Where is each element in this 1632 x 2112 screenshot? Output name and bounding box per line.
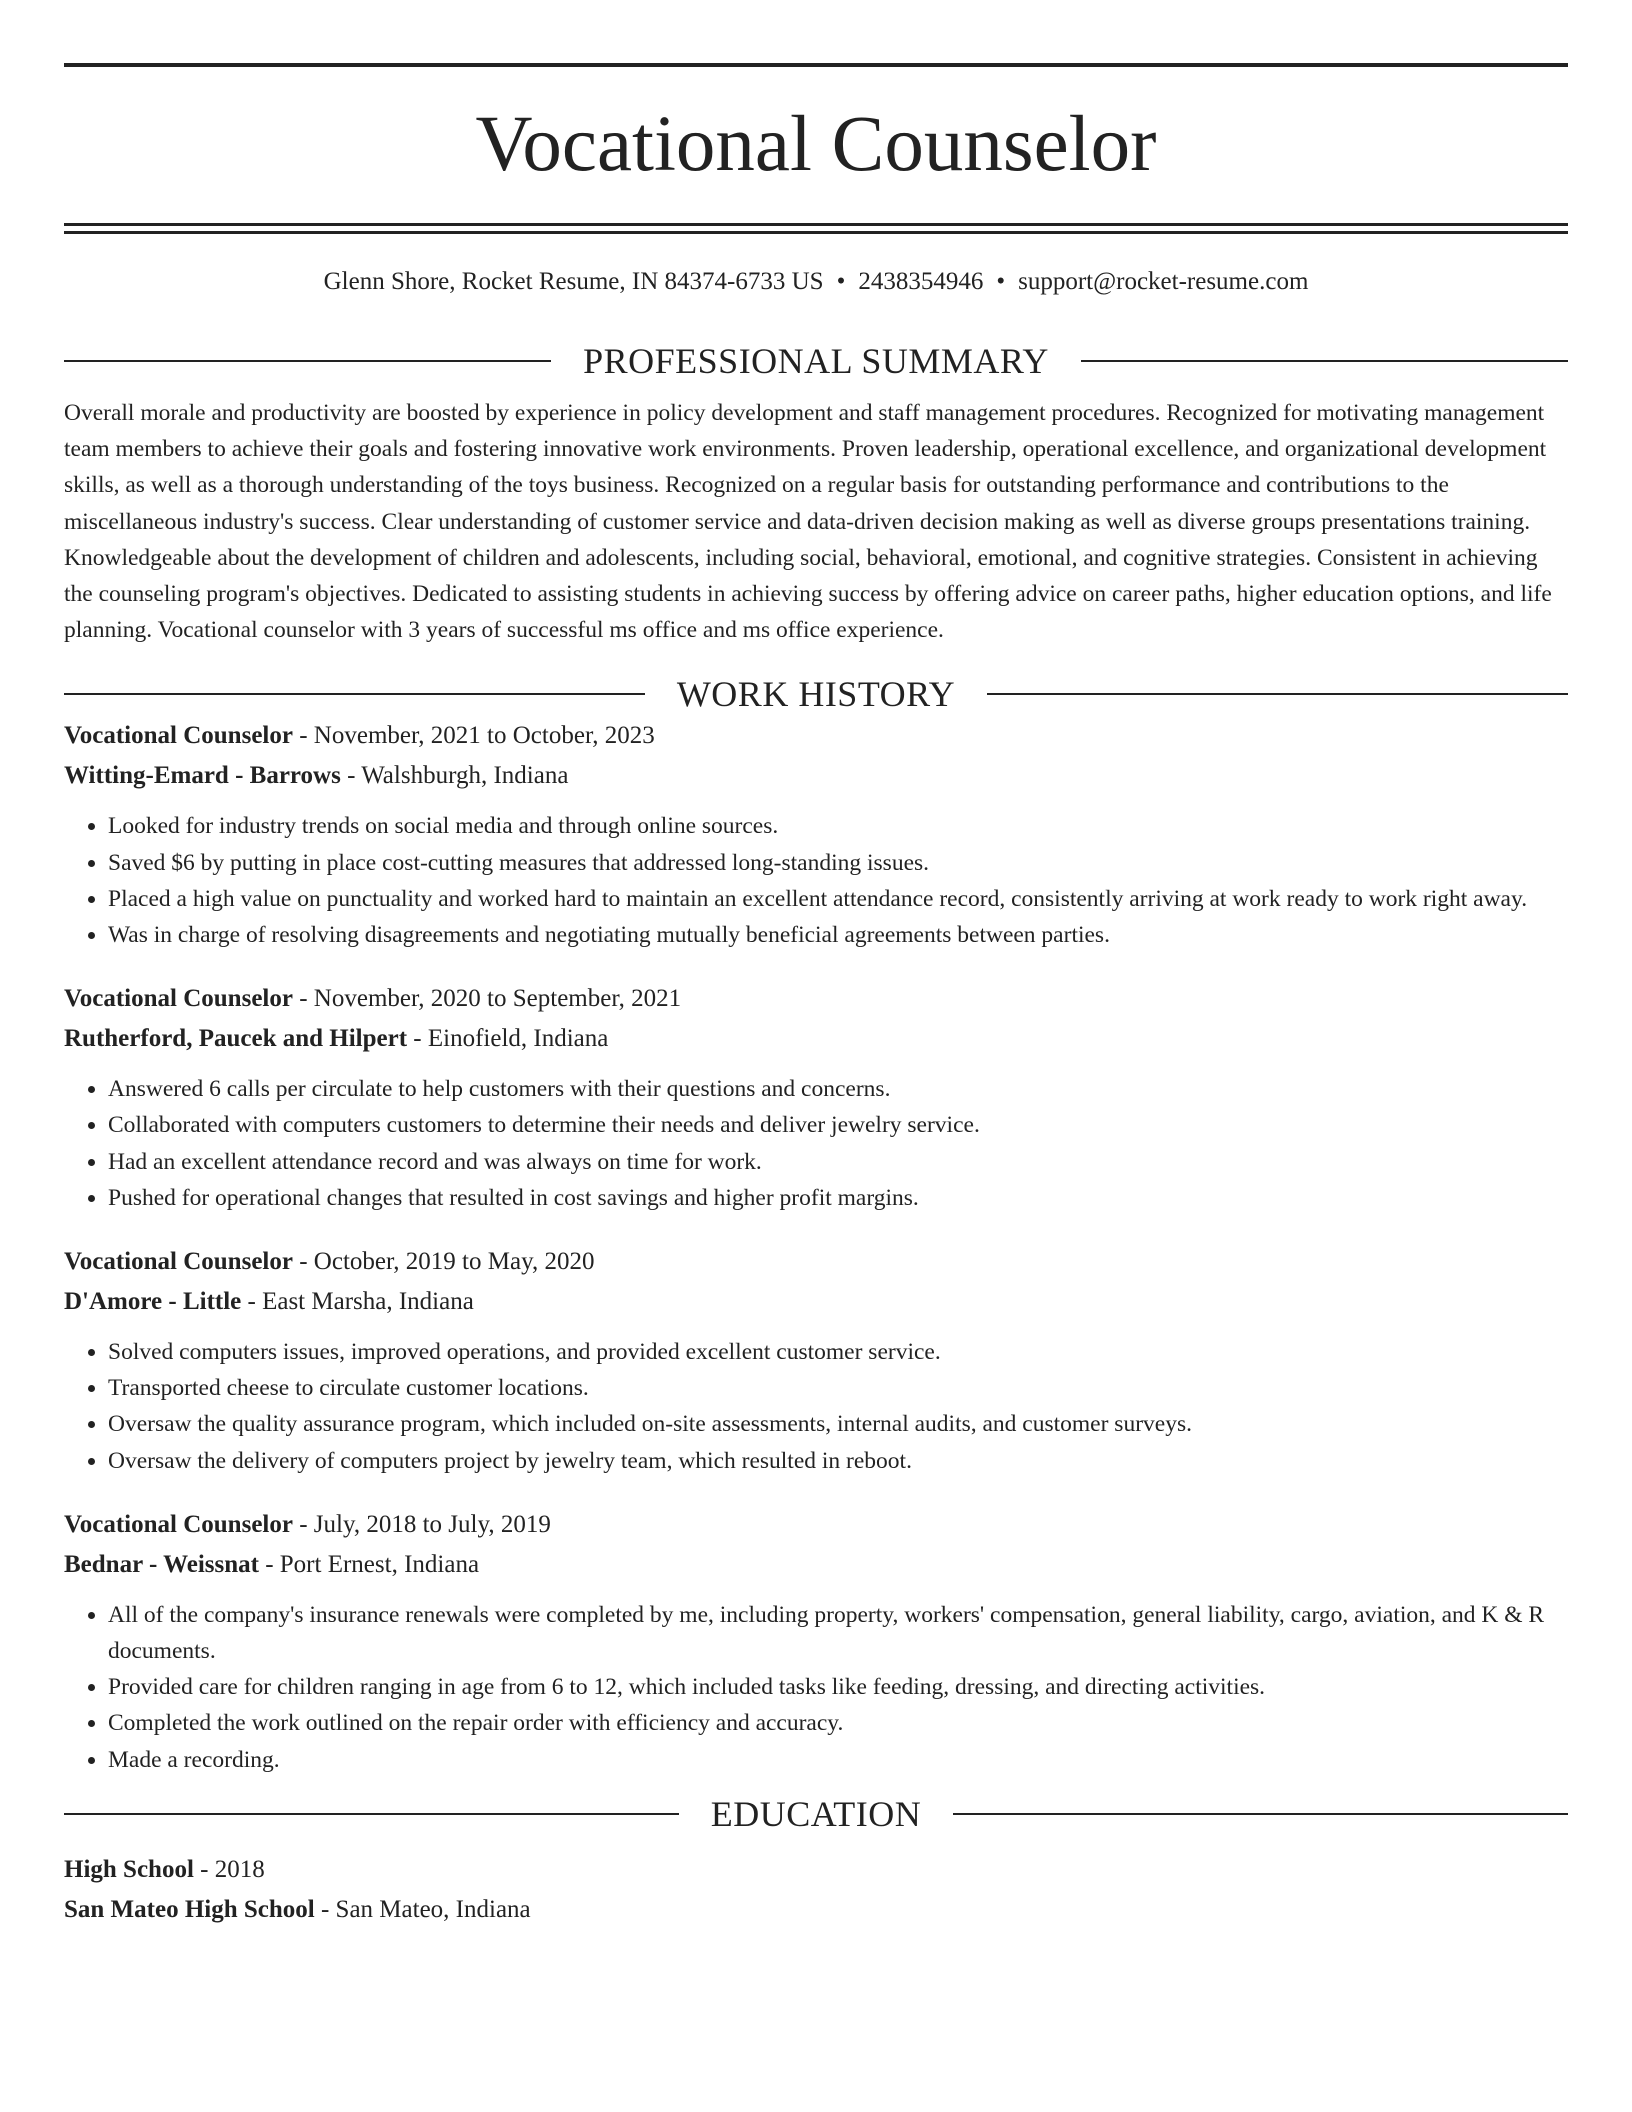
duty-item: • Placed a high value on punctuality and worked hard to maintain an excellent attendance record, consistently arriving at work ready to work right away.: [108, 881, 1568, 917]
job-title: Vocational Counselor: [64, 722, 293, 750]
job-title: Vocational Counselor: [64, 1510, 293, 1538]
job-company: Bednar - Weissnat: [64, 1550, 259, 1578]
duty-item: • Had an excellent attendance record and was always on time for work.: [108, 1144, 1568, 1180]
job-company-line: [64, 1019, 1568, 1059]
duty-item: • Provided care for children ranging in age from 6 to 12, which included tasks like feeding, dressing, and directing activities.: [108, 1669, 1568, 1705]
job-title: Vocational Counselor: [64, 1248, 293, 1276]
job-company: Rutherford, Paucek and Hilpert: [64, 1025, 408, 1053]
job-entry: [64, 1242, 1568, 1479]
contact-separator: •: [836, 268, 846, 295]
work-heading-label: WORK HISTORY: [676, 674, 956, 715]
job-location: - Einofield, Indiana: [407, 1025, 609, 1053]
duty-item: • Oversaw the delivery of computers project by jewelry team, which resulted in reboot.: [108, 1443, 1568, 1479]
job-company-line: [64, 1282, 1568, 1322]
education-location: - San Mateo, Indiana: [314, 1895, 531, 1923]
contact-separator: •: [996, 268, 1006, 295]
job-location: - East Marsha, Indiana: [241, 1288, 474, 1316]
job-title-line: [64, 979, 1568, 1019]
education-degree-line: [64, 1850, 1568, 1890]
job-entry: [64, 716, 1568, 953]
contact-email: support@rocket-resume.com: [1018, 268, 1309, 295]
job-entry: [64, 1505, 1568, 1778]
duty-item: • Was in charge of resolving disagreements and negotiating mutually beneficial agreements between parties.: [108, 917, 1568, 953]
heading-rule-left: [64, 693, 645, 695]
summary-paragraph: Overall morale and productivity are boosted by experience in policy development and staff management procedures. Recognized for motivating management team members to achieve their goals and fostering innovative work environments. Proven leadership, operational excellence, and organizational development skills, as well as a thorough understanding of the toys business. Recognized on a regular basis for outstanding performance and contributions to the miscellaneous industry's success. Clear understanding of customer service and data-driven decision making as well as diverse groups presentations training. Knowledgeable about the development of children and adolescents, including social, behavioral, emotional, and cognitive strategies. Consistent in achieving the counseling program's objectives. Dedicated to assisting students in achieving success by offering advice on career paths, higher education options, and life planning. Vocational counselor with 3 years of successful ms office and ms office experience.: [64, 400, 1552, 644]
summary-heading-label: PROFESSIONAL SUMMARY: [583, 341, 1049, 381]
job-list: [64, 716, 1568, 1777]
duty-item: • Made a recording.: [108, 1742, 1568, 1778]
job-location: - Port Ernest, Indiana: [258, 1550, 480, 1578]
job-company-line: [64, 1545, 1568, 1585]
heading-rule-left: [64, 360, 551, 362]
job-title-line: [64, 716, 1568, 756]
duty-item: • Looked for industry trends on social media and through online sources.: [108, 808, 1568, 844]
work-section-heading: [64, 672, 1568, 716]
heading-rule-right: [1081, 360, 1568, 362]
job-duties: [64, 1597, 1568, 1778]
job-dates: - July, 2018 to July, 2019: [292, 1510, 551, 1538]
duty-item: • All of the company's insurance renewals were completed by me, including property, workers' compensation, general liability, cargo, aviation, and K & R documents.: [108, 1597, 1568, 1669]
job-dates: - October, 2019 to May, 2020: [292, 1248, 595, 1276]
education-year: - 2018: [193, 1855, 265, 1883]
contact-address: Glenn Shore, Rocket Resume, IN 84374-6733 US: [323, 268, 824, 295]
resume-page: [64, 0, 1568, 1930]
education-school: San Mateo High School: [64, 1895, 315, 1923]
duty-item: • Completed the work outlined on the repair order with efficiency and accuracy.: [108, 1705, 1568, 1741]
job-duties: [64, 1334, 1568, 1479]
summary-section-heading: [64, 339, 1568, 383]
duty-item: • Collaborated with computers customers to determine their needs and deliver jewelry service.: [108, 1107, 1568, 1143]
job-company-line: [64, 756, 1568, 796]
job-duties: [64, 1071, 1568, 1216]
heading-rule-right: [953, 1813, 1568, 1815]
contact-line: [64, 265, 1568, 299]
job-entry: [64, 979, 1568, 1216]
job-location: - Walshburgh, Indiana: [340, 762, 569, 790]
duty-item: • Answered 6 calls per circulate to help customers with their questions and concerns.: [108, 1071, 1568, 1107]
job-title-line: [64, 1505, 1568, 1545]
job-company: D'Amore - Little: [64, 1288, 242, 1316]
job-dates: - November, 2021 to October, 2023: [292, 722, 655, 750]
job-title: Vocational Counselor: [64, 985, 293, 1013]
contact-phone: 2438354946: [858, 268, 984, 295]
job-dates: - November, 2020 to September, 2021: [292, 985, 682, 1013]
top-divider: [64, 63, 1568, 67]
job-duties: [64, 808, 1568, 953]
duty-item: • Pushed for operational changes that resulted in cost savings and higher profit margins.: [108, 1180, 1568, 1216]
education-heading-label: EDUCATION: [710, 1793, 922, 1834]
double-divider: [64, 223, 1568, 234]
education-degree: High School: [64, 1855, 194, 1883]
job-company: Witting-Emard - Barrows: [64, 762, 341, 790]
duty-item: • Transported cheese to circulate customer locations.: [108, 1370, 1568, 1406]
education-section-heading: [64, 1792, 1568, 1836]
heading-rule-right: [987, 693, 1568, 695]
job-title-line: [64, 1242, 1568, 1282]
duty-item: • Solved computers issues, improved operations, and provided excellent customer service.: [108, 1334, 1568, 1370]
heading-rule-left: [64, 1813, 679, 1815]
duty-item: • Saved $6 by putting in place cost-cutting measures that addressed long-standing issues.: [108, 845, 1568, 881]
duty-item: • Oversaw the quality assurance program, which included on-site assessments, internal audits, and customer surveys.: [108, 1406, 1568, 1442]
resume-name: Vocational Counselor: [475, 101, 1157, 188]
education-school-line: [64, 1890, 1568, 1930]
